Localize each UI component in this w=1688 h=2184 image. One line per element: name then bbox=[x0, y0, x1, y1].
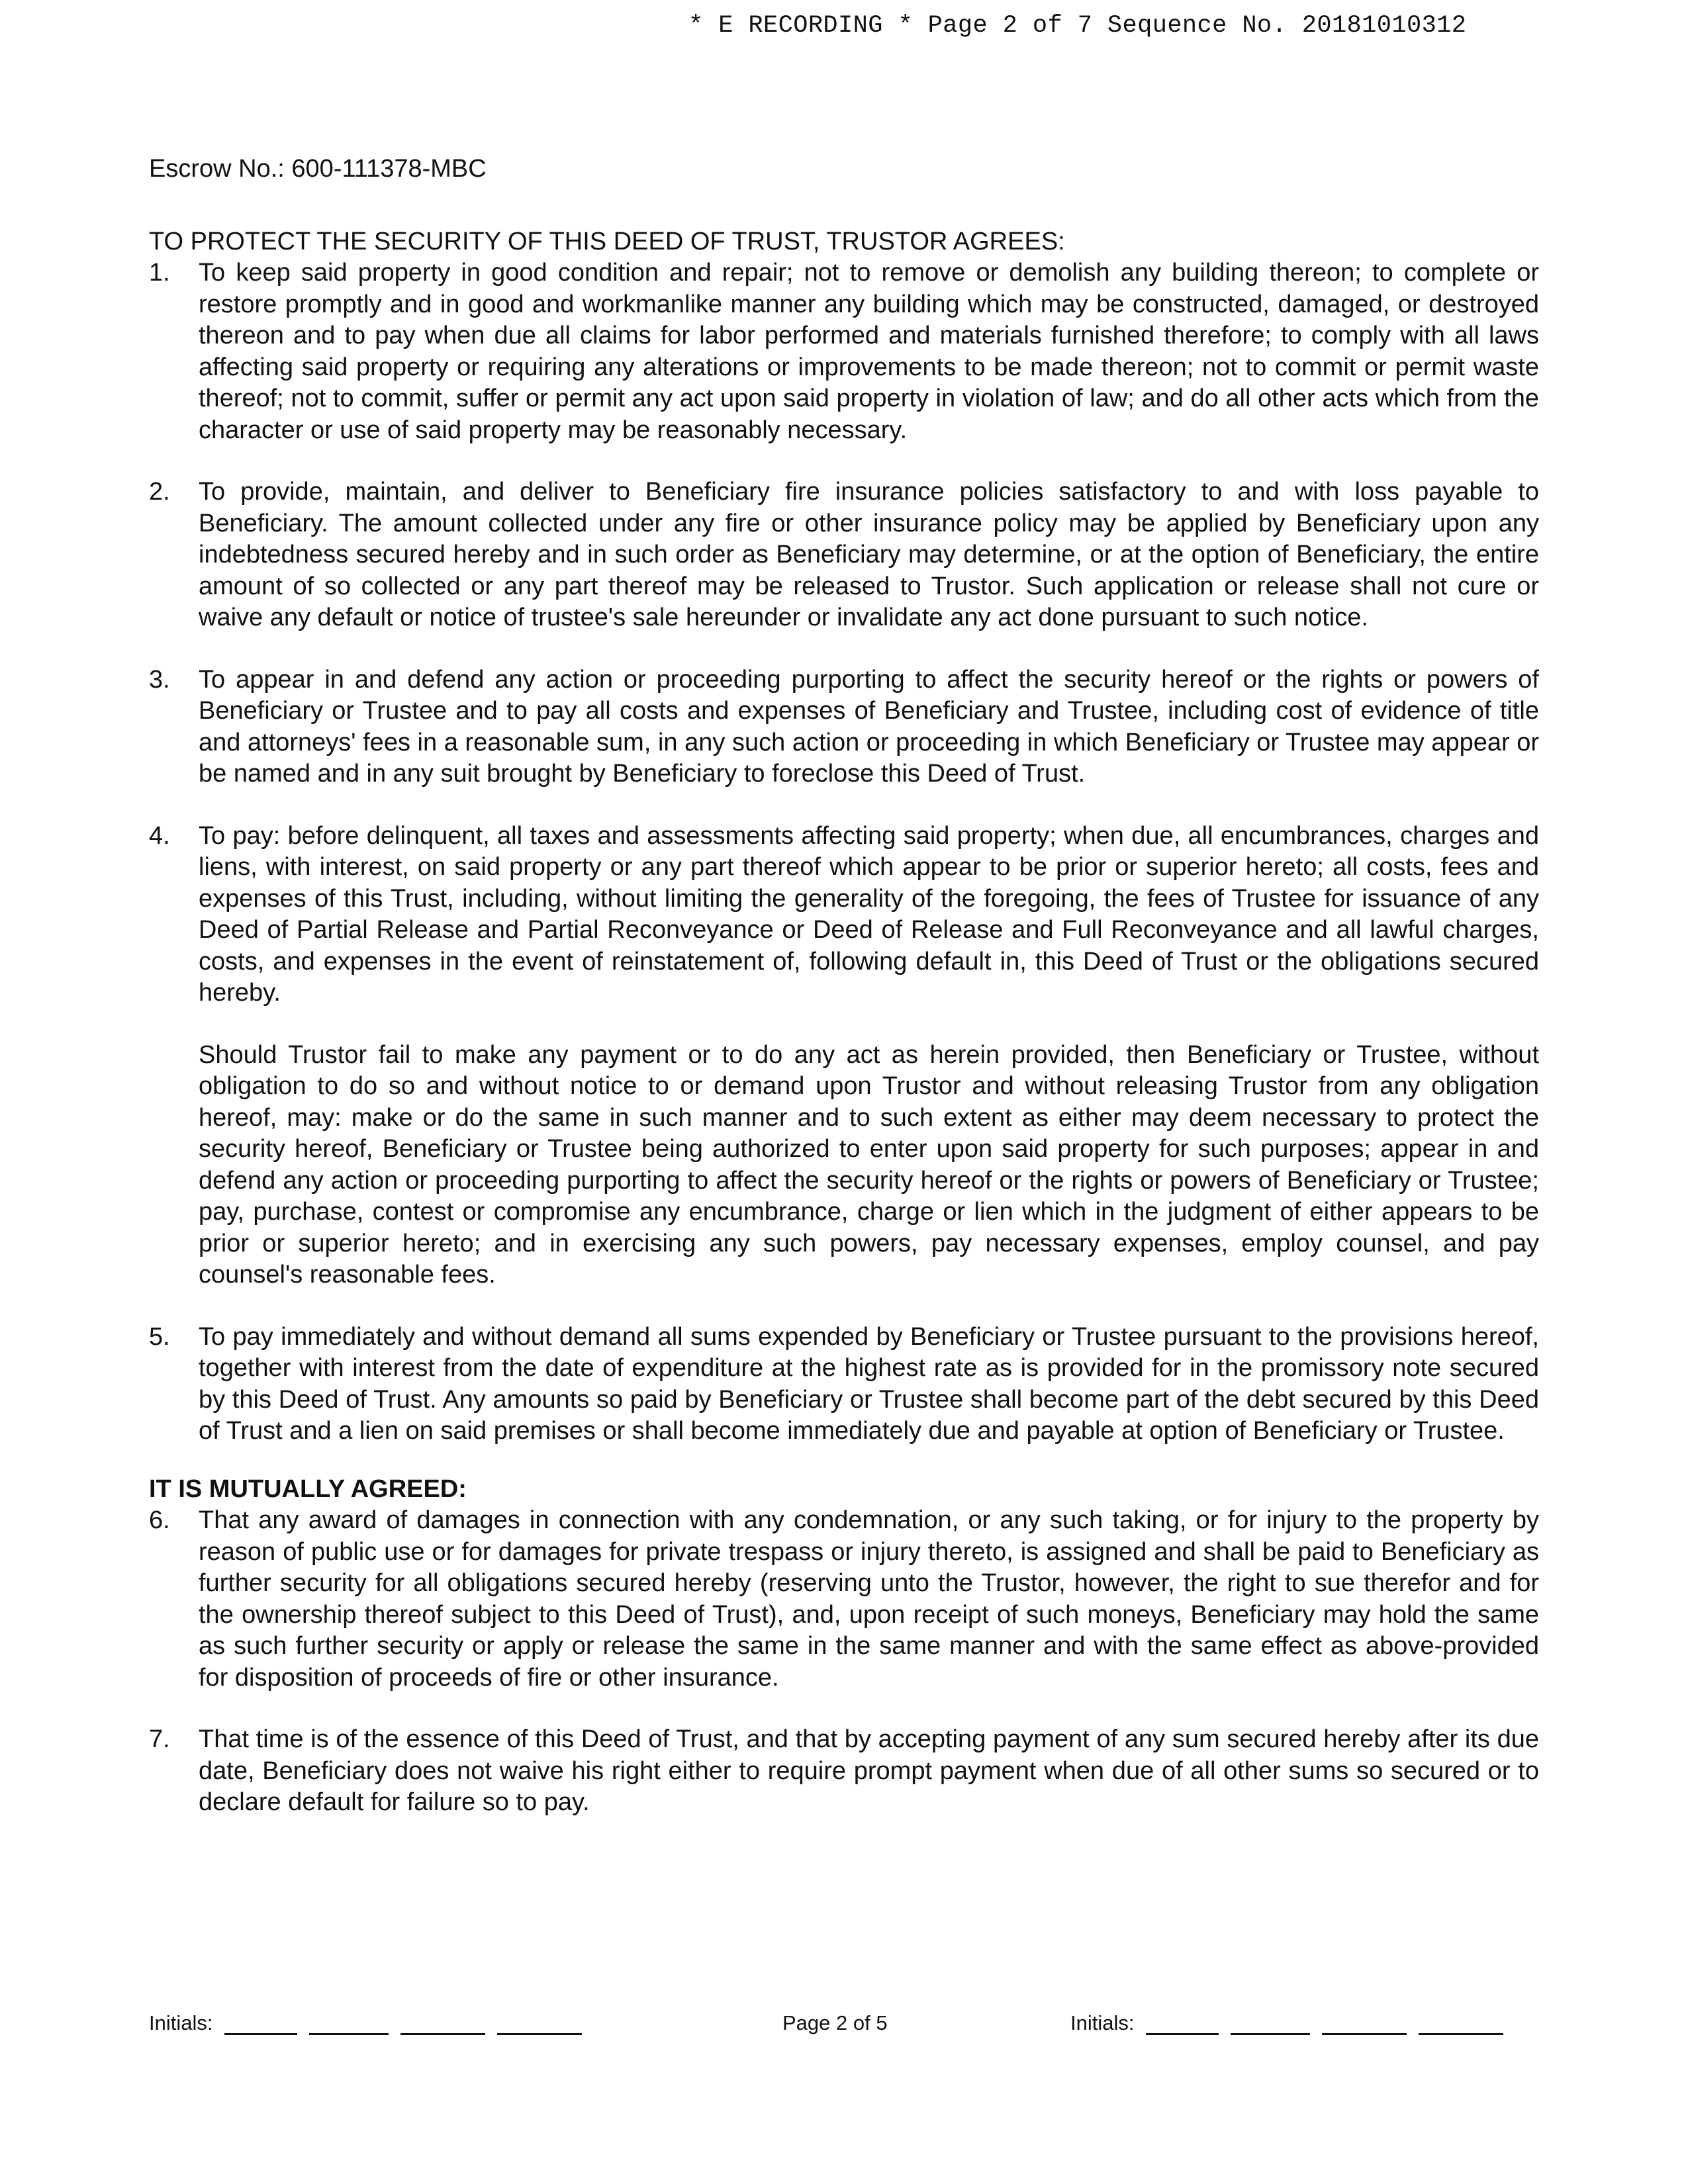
clause-2 bbox=[149, 477, 1539, 634]
clause-paragraph: To provide, maintain, and deliver to Beneficiary fire insurance policies satisfactory to and with loss payable to Beneficiary. The amount collected under any fire or other insurance policy may be applied by Beneficiary upon any indebtedness secured hereby and in such order as Beneficiary may determine, or at the option of Beneficiary, the entire amount of so collected or any part thereof may be released to Trustor. Such application or release shall not cure or waive any default or notice of trustee's sale hereunder or invalidate any act done pursuant to such notice. bbox=[199, 478, 1539, 631]
initials-right bbox=[1070, 2011, 1503, 2035]
section-title-trustor-agrees: TO PROTECT THE SECURITY OF THIS DEED OF TRUST, TRUSTOR AGREES: bbox=[149, 227, 1065, 255]
clause-number: 1. bbox=[149, 259, 170, 287]
clause-text bbox=[199, 821, 1539, 1291]
clause-1 bbox=[149, 257, 1539, 446]
initials-blank[interactable] bbox=[400, 2013, 485, 2035]
section-title-mutually-agreed: IT IS MUTUALLY AGREED: bbox=[149, 1475, 467, 1503]
clause-paragraph: To keep said property in good condition and repair; not to remove or demolish any building thereon; to complete or restore promptly and in good and workmanlike manner any building which may be constructed, damaged, or destroyed thereon and to pay when due all claims for labor performed and materials furnished therefore; to comply with all laws affecting said property or requiring any alterations or improvements to be made thereon; not to commit or permit waste thereof; not to commit, suffer or permit any act upon said property in violation of law; and do all other acts which from the character or use of said property may be reasonably necessary. bbox=[199, 259, 1539, 444]
clause-text bbox=[199, 257, 1539, 446]
clause-paragraph: To pay: before delinquent, all taxes and assessments affecting said property; when due, all encumbrances, charges and liens, with interest, on said property or any part thereof which appear to be prior or superior hereto; all costs, fees and expenses of this Trust, including, without limiting the generality of the foregoing, the fees of Trustee for issuance of any Deed of Partial Release and Partial Reconveyance or Deed of Release and Full Reconveyance and all lawful charges, costs, and expenses in the event of reinstatement of, following default in, this Deed of Trust or the obligations secured hereby. bbox=[199, 821, 1539, 1007]
clause-paragraph: To pay immediately and without demand all sums expended by Beneficiary or Trustee pursuant to the provisions hereof, together with interest from the date of expenditure at the highest rate as is provided for in the promissory note secured by this Deed of Trust. Any amounts so paid by Beneficiary or Trustee shall become part of the debt secured by this Deed of Trust and a lien on said premises or shall become immediately due and payable at option of Beneficiary or Trustee. bbox=[199, 1322, 1539, 1445]
clause-text bbox=[199, 664, 1539, 790]
document-body bbox=[149, 154, 1539, 1849]
initials-blank[interactable] bbox=[1419, 2013, 1503, 2035]
clause-number: 6. bbox=[149, 1506, 170, 1534]
clause-text bbox=[199, 1322, 1539, 1447]
clause-text bbox=[199, 1505, 1539, 1694]
clause-number: 5. bbox=[149, 1322, 170, 1351]
clause-4 bbox=[149, 821, 1539, 1291]
page-footer bbox=[149, 2011, 1539, 2038]
escrow-number: Escrow No.: 600-111378-MBC bbox=[149, 155, 487, 183]
clause-paragraph: That time is of the essence of this Deed of Trust, and that by accepting payment of any sum secured hereby after its due date, Beneficiary does not waive his right either to require prompt payment when due of all other sums so secured or to declare default for failure so to pay. bbox=[199, 1725, 1539, 1816]
clause-number: 7. bbox=[149, 1725, 170, 1753]
clause-6 bbox=[149, 1505, 1539, 1694]
initials-blank[interactable] bbox=[224, 2013, 297, 2035]
clause-paragraph: Should Trustor fail to make any payment or to do any act as herein provided, then Beneficiary or Trustee, without obligation to do so and without notice to or demand upon Trustor and without releasing Trustor from any obligation hereof, may: make or do the same in such manner and to such extent as either may deem necessary to protect the security hereof, Beneficiary or Trustee being authorized to enter upon said property for such purposes; appear in and defend any action or proceeding purporting to affect the security hereof or the rights or powers of Beneficiary or Trustee; pay, purchase, contest or compromise any encumbrance, charge or lien which in the judgment of either appears to be prior or superior hereto; and in exercising any such powers, pay necessary expenses, employ counsel, and pay counsel's reasonable fees. bbox=[199, 1040, 1539, 1289]
initials-label: Initials: bbox=[1070, 2011, 1135, 2034]
clause-text bbox=[199, 1724, 1539, 1819]
clause-number: 4. bbox=[149, 821, 170, 850]
clause-number: 3. bbox=[149, 665, 170, 694]
recording-header: * E RECORDING * Page 2 of 7 Sequence No. 20181010312 bbox=[688, 12, 1467, 40]
initials-blank[interactable] bbox=[1322, 2013, 1407, 2035]
clause-paragraph: That any award of damages in connection with any condemnation, or any such taking, or for injury to the property by reason of public use or for damages for private trespass or injury thereto, is assigned and shall be paid to Beneficiary as further security for all obligations secured hereby (reserving unto the Trustor, however, the right to sue therefor and for the ownership thereof subject to this Deed of Trust), and, upon receipt of such moneys, Beneficiary may hold the same as such further security or apply or release the same in the same manner and with the same effect as above-provided for disposition of proceeds of fire or other insurance. bbox=[199, 1506, 1539, 1692]
initials-blank[interactable] bbox=[497, 2013, 582, 2035]
clause-7 bbox=[149, 1724, 1539, 1819]
clause-3 bbox=[149, 664, 1539, 790]
initials-left bbox=[149, 2011, 582, 2035]
initials-blank[interactable] bbox=[1146, 2013, 1219, 2035]
clause-5 bbox=[149, 1322, 1539, 1447]
initials-label: Initials: bbox=[149, 2011, 213, 2034]
clause-number: 2. bbox=[149, 478, 170, 506]
clause-paragraph: To appear in and defend any action or proceeding purporting to affect the security hereof or the rights or powers of Beneficiary or Trustee and to pay all costs and expenses of Beneficiary and Trustee, including cost of evidence of title and attorneys' fees in a reasonable sum, in any such action or proceeding in which Beneficiary or Trustee may appear or be named and in any suit brought by Beneficiary to foreclose this Deed of Trust. bbox=[199, 665, 1539, 788]
initials-blank[interactable] bbox=[309, 2013, 389, 2035]
initials-blank[interactable] bbox=[1231, 2013, 1310, 2035]
clause-text bbox=[199, 477, 1539, 634]
page-number: Page 2 of 5 bbox=[782, 2011, 888, 2034]
